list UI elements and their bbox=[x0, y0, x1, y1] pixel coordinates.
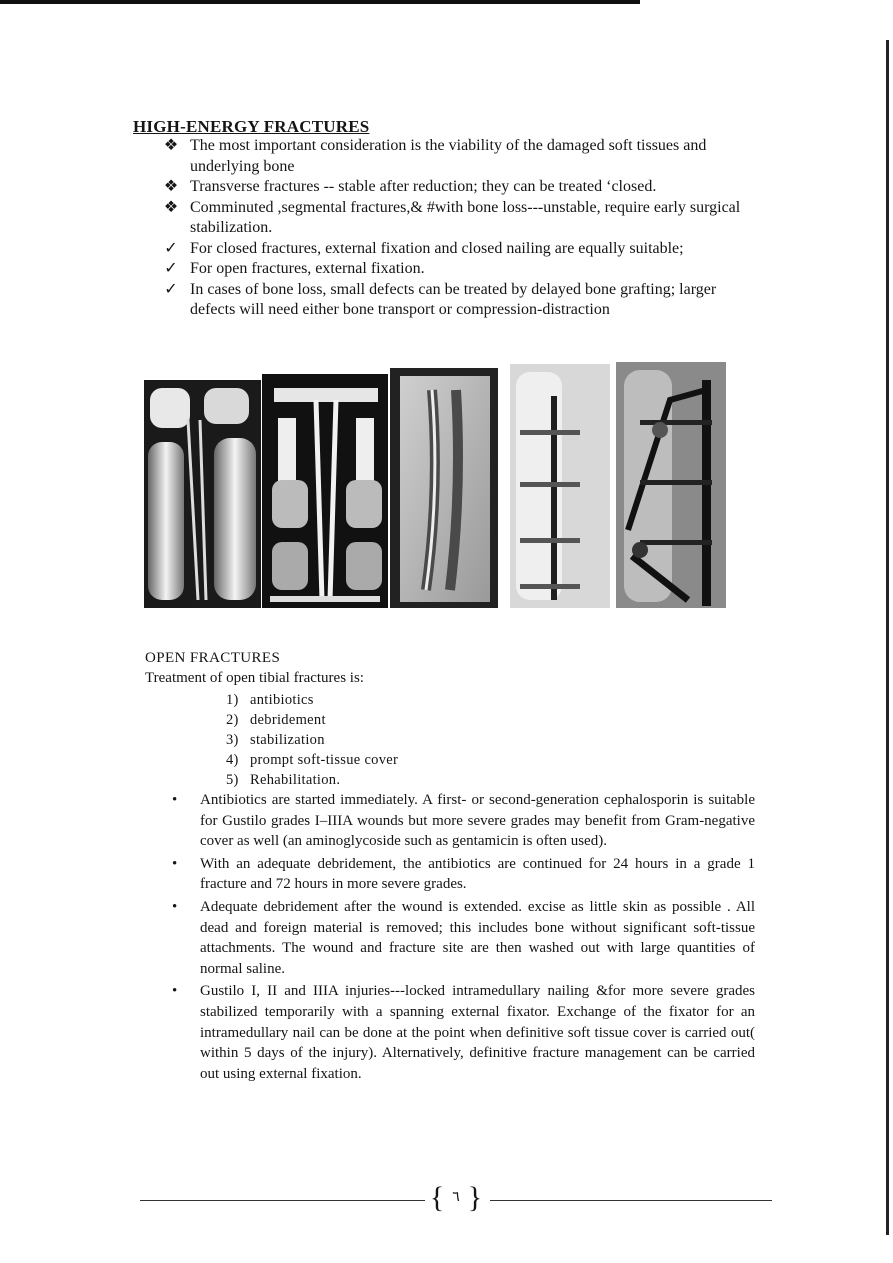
high-energy-title: HIGH-ENERGY FRACTURES bbox=[133, 117, 370, 136]
checkmark-icon: ✓ bbox=[164, 260, 178, 277]
diamond-bullet-icon: ❖ bbox=[163, 137, 179, 154]
list-item: 4) prompt soft-tissue cover bbox=[226, 752, 399, 768]
treatment-steps bbox=[226, 690, 398, 790]
xray-panel-1 bbox=[144, 380, 261, 608]
scan-top-border bbox=[0, 0, 640, 4]
bullet-icon: • bbox=[172, 983, 178, 1000]
list-item: ✓ In cases of bone loss, small defects can be treated by delayed bone grafting; larger defects will need either bone transport or compression-distraction bbox=[160, 280, 760, 321]
list-item: • With an adequate debridement, the antibiotics are continued for 24 hours in a grade 1 fracture and 72 hours in more severe grades. bbox=[172, 855, 755, 893]
checkmark-icon: ✓ bbox=[164, 280, 178, 298]
list-item: ❖ The most important consideration is the viability of the damaged soft tissues and underlying bone bbox=[160, 136, 760, 177]
xray-panel-3 bbox=[390, 368, 498, 608]
checkmark-icon: ✓ bbox=[164, 239, 178, 257]
treatment-notes bbox=[172, 790, 755, 1086]
list-item: 2) debridement bbox=[226, 712, 326, 728]
bullet-icon: • bbox=[172, 898, 178, 915]
bullet-icon: • bbox=[172, 792, 178, 808]
high-energy-list bbox=[160, 136, 760, 321]
diamond-bullet-icon: ❖ bbox=[163, 178, 179, 195]
open-fractures-intro: Treatment of open tibial fractures is: bbox=[145, 670, 364, 686]
list-item: ❖ Comminuted ,segmental fractures,& #with bone loss---unstable, require early surgical stabilization. bbox=[160, 198, 760, 239]
list-item: • Antibiotics are started immediately. A first- or second-generation cephalosporin is suitable for Gustilo grades I–IIIA wounds but more severe grades may benefit from Gram-negative cover as well (an aminoglycoside such as gentamicin is often used). bbox=[172, 792, 755, 850]
list-item: 1) antibiotics bbox=[226, 692, 314, 708]
list-item: ❖ Transverse fractures -- stable after reduction; they can be treated ‘closed. bbox=[160, 177, 760, 198]
radiograph-figure-strip bbox=[140, 360, 730, 610]
list-item: • Gustilo I, II and IIIA injuries---locked intramedullary nailing &for more severe grades stabilized temporarily with a spanning external fixator. Exchange of the fixator for an intramedullary nail can be done at the point when definitive soft tissue cover is carried out( within 5 days of the injury). Alternatively, definitive fracture management can be carried out using external fixation. bbox=[172, 983, 755, 1082]
page-number: { $^٦$ } bbox=[429, 1181, 483, 1214]
xray-panel-2 bbox=[262, 374, 388, 608]
bullet-icon: • bbox=[172, 855, 178, 872]
footer-rule-right bbox=[490, 1200, 772, 1201]
scan-right-border bbox=[886, 40, 889, 1235]
open-fractures-title: OPEN FRACTURES bbox=[145, 650, 281, 666]
fixator-photo-2 bbox=[616, 362, 726, 608]
footer-rule-left bbox=[140, 1200, 425, 1201]
list-item: 5) Rehabilitation. bbox=[226, 772, 341, 788]
list-item: 3) stabilization bbox=[226, 732, 325, 748]
list-item: ✓ For closed fractures, external fixation and closed nailing are equally suitable; bbox=[160, 239, 760, 260]
list-item: • Adequate debridement after the wound is extended. excise as little skin as possible . All dead and foreign material is removed; this includes bone without significant soft-tissue attachments. The wound and fracture site are then washed out with large quantities of normal saline. bbox=[172, 898, 755, 977]
diamond-bullet-icon: ❖ bbox=[163, 198, 179, 216]
fixator-photo-1 bbox=[510, 364, 610, 608]
list-item: ✓ For open fractures, external fixation. bbox=[160, 259, 760, 280]
